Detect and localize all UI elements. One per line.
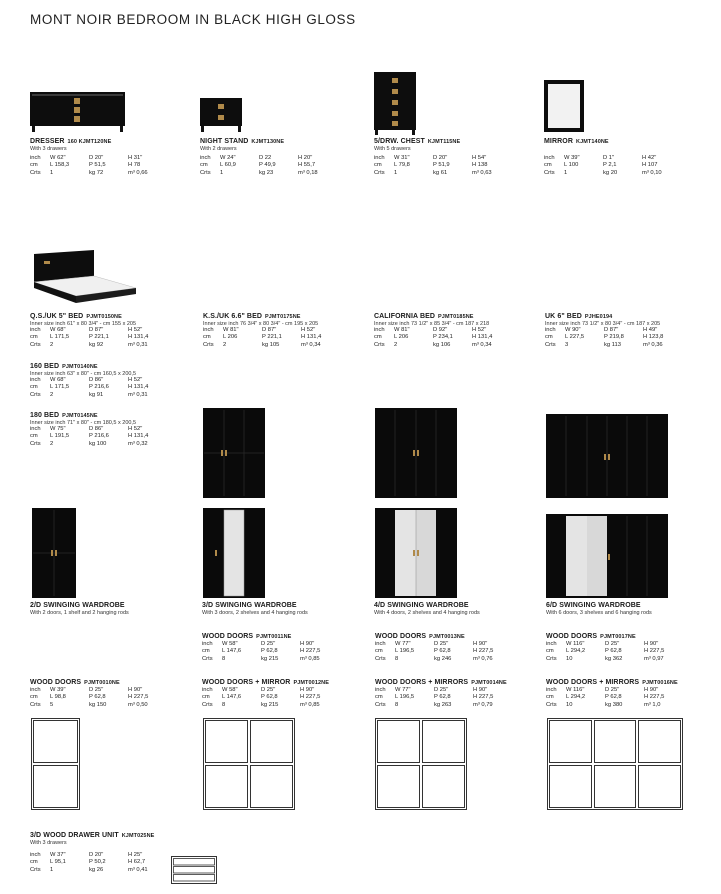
wardrobe-6d-mirror-image xyxy=(546,514,668,600)
california-bed-card xyxy=(374,313,495,349)
product-desc: Inner size inch 61" x 80 3/4" - cm 155 x 205 xyxy=(30,321,137,327)
product-name: 6/D SWINGING WARDROBE xyxy=(546,602,641,609)
product-name: WOOD DOORS PJMT0013NE xyxy=(375,633,465,640)
mirror-doors-4d-card xyxy=(375,679,507,709)
elevation-panel xyxy=(250,765,293,808)
product-desc: Inner size inch 71" x 80" - cm 180,5 x 200,5 xyxy=(30,420,137,426)
spec-table: inch W 77" D 25" H 90" cm L 196,5 P 62,8 H 227,5 Crts 8 kg 246 m³ 0,76 xyxy=(375,641,494,662)
bed-180-card xyxy=(30,412,151,448)
spec-table: inch W 39" D 25" H 90" cm L 98,8 P 62,8 H 227,5 Crts 5 kg 150 m³ 0,50 xyxy=(30,687,149,708)
product-name: 3/D WOOD DRAWER UNIT KJMT025NE xyxy=(30,832,155,839)
product-name: WOOD DOORS PJMT0011NE xyxy=(202,633,292,640)
product-desc: Inner size inch 73 1/2" x 80 3/4" - cm 187 x 205 xyxy=(545,321,661,327)
wood-doors-4d-card xyxy=(375,633,496,663)
wardrobe-3d-wood-image xyxy=(203,408,265,500)
product-name: 5/DRW. CHEST KJMT115NE xyxy=(374,138,461,145)
elevation-panel xyxy=(422,720,465,763)
wardrobe-2d-image xyxy=(32,508,76,600)
spec-table: inch W 116" D 25" H 90" cm L 294,2 P 62,8 H 227,5 Crts 10 kg 380 m³ 1,0 xyxy=(546,687,665,708)
product-desc: Inner size inch 76 3/4" x 80 3/4" - cm 195 x 205 xyxy=(203,321,319,327)
product-name: 4/D SWINGING WARDROBE xyxy=(374,602,469,609)
product-desc: With 4 doors, 2 shelves and 4 hanging rods xyxy=(374,610,480,616)
spec-table: inch W 37" D 20" H 25" cm L 95,1 P 50,2 H 62,7 Crts 1 kg 26 m³ 0,41 xyxy=(30,852,148,873)
spec-table: inch W 24" D 22 H 20" cm L 60,9 P 49,9 H 55,7 Crts 1 kg 23 m³ 0,18 xyxy=(200,155,318,176)
wardrobe-3d-elevation xyxy=(203,718,295,810)
elevation-panel xyxy=(377,720,420,763)
product-desc: With 6 doors, 3 shelves and 6 hanging rods xyxy=(546,610,652,616)
spec-table: inch W 62" D 20" H 31" cm L 158,3 P 51,5 H 78 Crts 1 kg 72 m³ 0,66 xyxy=(30,155,148,176)
product-name: 3/D SWINGING WARDROBE xyxy=(202,602,297,609)
spec-table: inch W 116" D 25" H 90" cm L 294,2 P 62,8 H 227,5 Crts 10 kg 362 m³ 0,97 xyxy=(546,641,665,662)
bed-image xyxy=(30,248,138,308)
wardrobe-4d-wood-image xyxy=(375,408,457,500)
elevation-panel xyxy=(638,765,681,808)
wood-doors-3d-card xyxy=(202,633,323,663)
wardrobe-6d-card xyxy=(546,602,652,616)
spec-table: inch W 68" D 87" H 52" cm L 171,5 P 221,1 H 131,4 Crts 2 kg 92 m³ 0,31 xyxy=(30,327,149,348)
spec-table: inch W 77" D 25" H 90" cm L 196,5 P 62,8 H 227,5 Crts 8 kg 263 m³ 0,79 xyxy=(375,687,494,708)
product-desc: With 3 drawers xyxy=(30,840,67,846)
ks-bed-card xyxy=(203,313,324,349)
wardrobe-6d-elevation xyxy=(547,718,683,810)
wardrobe-4d-card xyxy=(374,602,480,616)
product-desc: With 2 drawers xyxy=(200,146,237,152)
wood-doors-2d-card xyxy=(30,679,151,709)
elevation-panel xyxy=(549,765,592,808)
mirror-image xyxy=(544,80,584,132)
elevation-panel xyxy=(205,765,248,808)
spec-table: inch W 58" D 25" H 90" cm L 147,6 P 62,8 H 227,5 Crts 8 kg 215 m³ 0,85 xyxy=(202,641,321,662)
elevation-panel xyxy=(638,720,681,763)
product-name: 160 BED PJMT0140NE xyxy=(30,363,98,370)
product-name: WOOD DOORS PJMT0017NE xyxy=(546,633,636,640)
elevation-panel xyxy=(594,765,637,808)
spec-table: inch W 90" D 87" H 49" cm L 227,5 P 219,8 H 123,8 Crts 3 kg 113 m³ 0,36 xyxy=(545,327,664,348)
product-name: Q.S./UK 5" BED PJMT0150NE xyxy=(30,313,122,320)
spec-table: inch W 75" D 86" H 52" cm L 191,5 P 216,6 H 131,4 Crts 2 kg 100 m³ 0,32 xyxy=(30,426,149,447)
wardrobe-3d-mirror-image xyxy=(203,508,265,600)
elevation-panel xyxy=(422,765,465,808)
elevation-panel xyxy=(33,720,78,763)
elevation-panel xyxy=(377,765,420,808)
product-desc: Inner size inch 73 1/2" x 85 3/4" - cm 187 x 218 xyxy=(374,321,490,327)
product-name: NIGHT STAND KJMT130NE xyxy=(200,138,285,145)
spec-table: inch W 31" D 20" H 54" cm L 79,8 P 51,9 H 138 Crts 1 kg 61 m³ 0,63 xyxy=(374,155,492,176)
wardrobe-4d-elevation xyxy=(375,718,467,810)
wardrobe-2d-elevation xyxy=(31,718,80,810)
product-name: WOOD DOORS + MIRRORS PJMT0014NE xyxy=(375,679,507,686)
spec-table: inch W 68" D 86" H 52" cm L 171,5 P 216,6 H 131,4 Crts 2 kg 91 m³ 0,31 xyxy=(30,377,149,398)
wardrobe-3d-card xyxy=(202,602,308,616)
qs-bed-card xyxy=(30,313,151,349)
mirror-card xyxy=(544,138,665,177)
spec-table: inch W 81" D 92" H 52" cm L 206 P 234,1 H 131,4 Crts 2 kg 106 m³ 0,34 xyxy=(374,327,493,348)
product-name: 180 BED PJMT0145NE xyxy=(30,412,98,419)
uk-bed-card xyxy=(545,313,666,349)
chest-image xyxy=(374,70,416,136)
dresser-image xyxy=(30,88,125,134)
elevation-panel xyxy=(594,720,637,763)
drawer-unit-elevation xyxy=(171,856,217,889)
spec-table: inch W 39" D 1" H 42" cm L 100 P 2,1 H 107 Crts 1 kg 20 m³ 0,10 xyxy=(544,155,662,176)
product-desc: With 5 drawers xyxy=(374,146,411,152)
dresser-card xyxy=(30,138,151,177)
spec-table: inch W 58" D 25" H 90" cm L 147,6 P 62,8 H 227,5 Crts 8 kg 215 m³ 0,85 xyxy=(202,687,321,708)
product-name: CALIFORNIA BED PJMT0185NE xyxy=(374,313,474,320)
spec-table: inch W 81" D 87" H 52" cm L 206 P 221,1 H 131,4 Crts 2 kg 105 m³ 0,34 xyxy=(203,327,322,348)
page-title: MONT NOIR BEDROOM IN BLACK HIGH GLOSS xyxy=(30,12,356,27)
product-name: DRESSER 160 KJMT120NE xyxy=(30,138,112,145)
nightstand-card xyxy=(200,138,321,177)
product-name: UK 6" BED PJHE0194 xyxy=(545,313,613,320)
product-name: WOOD DOORS PJMT0010NE xyxy=(30,679,120,686)
product-desc: With 3 drawers xyxy=(30,146,67,152)
drawer-unit-card xyxy=(30,832,154,874)
product-name: 2/D SWINGING WARDROBE xyxy=(30,602,125,609)
product-name: WOOD DOORS + MIRRORS PJMT0016NE xyxy=(546,679,678,686)
nightstand-image xyxy=(200,96,242,134)
wood-doors-6d-card xyxy=(546,633,667,663)
bed-160-card xyxy=(30,363,151,399)
wardrobe-6d-wood-image xyxy=(546,414,668,500)
wardrobe-2d-card xyxy=(30,602,129,616)
product-name: MIRROR KJMT140NE xyxy=(544,138,609,145)
elevation-panel xyxy=(250,720,293,763)
wardrobe-4d-mirror-image xyxy=(375,508,457,600)
mirror-doors-6d-card xyxy=(546,679,678,709)
elevation-panel xyxy=(205,720,248,763)
product-desc: With 2 doors, 1 shelf and 2 hanging rods xyxy=(30,610,129,616)
chest-card xyxy=(374,138,495,177)
product-desc: Inner size inch 63" x 80" - cm 160,5 x 200,5 xyxy=(30,371,137,377)
elevation-panel xyxy=(33,765,78,808)
product-desc: With 3 doors, 2 shelves and 4 hanging rods xyxy=(202,610,308,616)
mirror-doors-3d-card xyxy=(202,679,329,709)
product-name: WOOD DOORS + MIRROR PJMT0012NE xyxy=(202,679,329,686)
elevation-panel xyxy=(549,720,592,763)
product-name: K.S./UK 6.6" BED PJMT0175NE xyxy=(203,313,301,320)
